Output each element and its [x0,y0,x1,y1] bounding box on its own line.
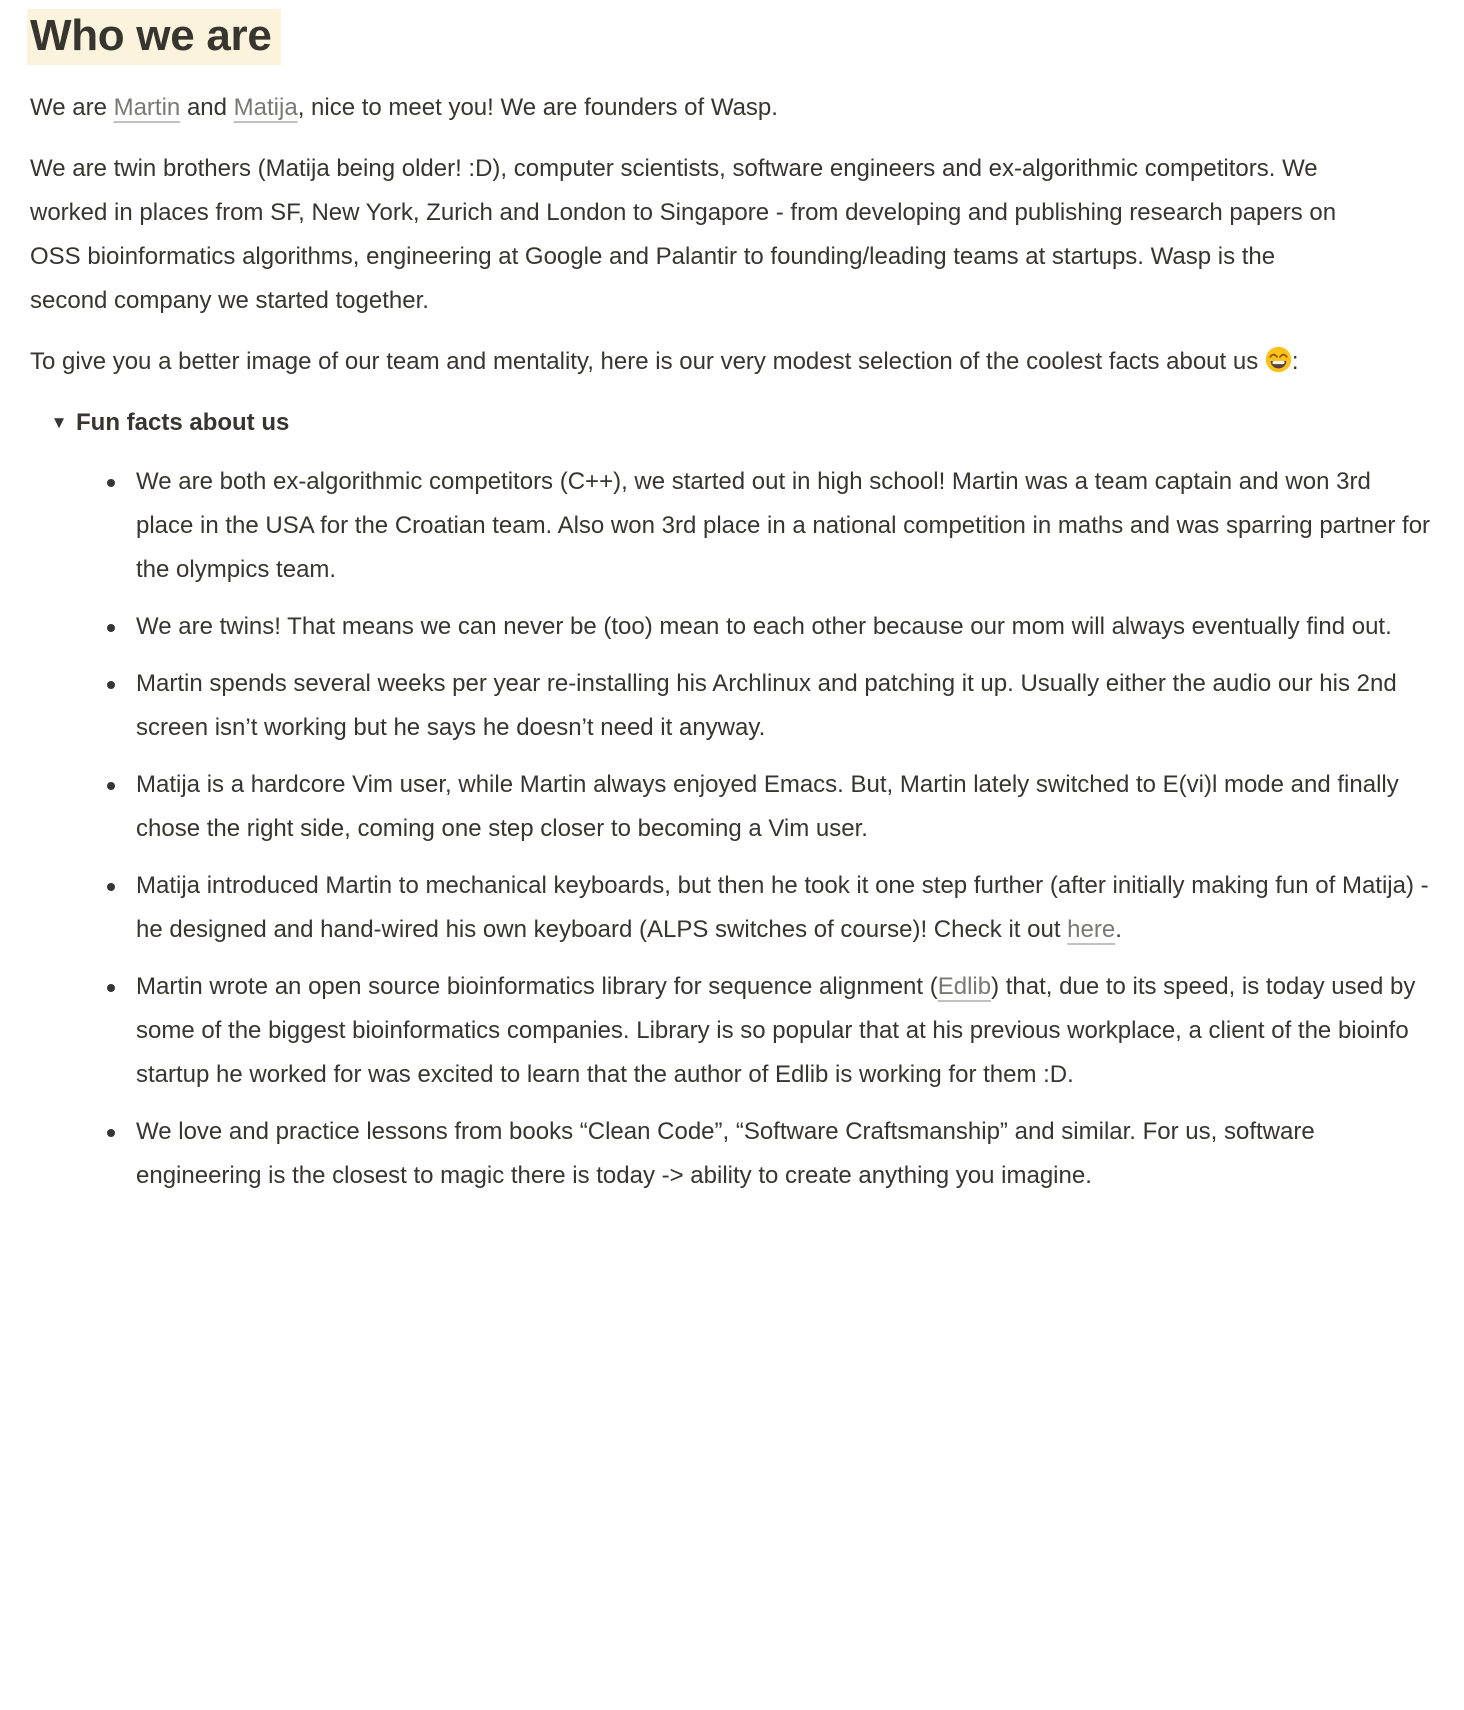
intro-text-mid: and [180,94,234,122]
facts-intro-colon: : [1291,348,1299,376]
bullet-dot-icon [107,1129,115,1137]
fun-facts-list [30,460,1436,1198]
martin-link[interactable]: Martin [113,94,181,122]
list-item-text [136,864,1432,952]
bullet-dot-icon [107,984,115,992]
list-item-text: Matija is a hardcore Vim user, while Martin always enjoyed Emacs. But, Martin lately switched to E(vi)l mode and finally chose the right side, coming one step closer to becoming a Vim user. [136,771,1399,843]
facts-intro-text: To give you a better image of our team and mentality, here is our very modest selection of the coolest facts about us [30,348,1265,376]
page-title [30,8,1436,64]
intro-paragraph [30,86,1342,130]
facts-intro-paragraph [30,340,1342,384]
list-item-text-pre: Matija introduced Martin to mechanical keyboards, but then he took it one step further (after initially making fun of Matija) - he designed and hand-wired his own keyboard (ALPS switches of course)! Check it out [136,872,1429,944]
bio-paragraph: We are twin brothers (Matija being older! :D), computer scientists, software engineers and ex-algorithmic competitors. We worked in places from SF, New York, Zurich and London to Singapore - from developing and publishing research papers on OSS bioinformatics algorithms, engineering at Google and Palantir to founding/leading teams at startups. Wasp is the second company we started together. [30,155,1337,315]
list-item [103,965,1436,1097]
list-item-text-pre: Martin wrote an open source bioinformatics library for sequence alignment ( [136,973,938,1001]
list-item [103,763,1436,851]
bullet-dot-icon [107,883,115,891]
list-item [103,605,1436,649]
toggle-triangle-icon[interactable]: ▼ [50,413,68,433]
bullet-dot-icon [107,624,115,632]
list-item-text: Martin spends several weeks per year re-installing his Archlinux and patching it up. Usually either the audio our his 2nd screen isn’t working but he says he doesn’t need it anyway. [136,670,1397,742]
matija-link[interactable]: Matija [233,94,298,122]
list-item-text-post: . [1115,916,1122,944]
bullet-dot-icon [107,479,115,487]
toggle-label: Fun facts about us [76,409,290,437]
bullet-dot-icon [107,782,115,790]
list-item [103,460,1436,592]
bullet-dot-icon [107,681,115,689]
grinning-face-emoji-icon [1265,348,1292,375]
list-item-text: We love and practice lessons from books “Clean Code”, “Software Craftsmanship” and similar. For us, software engineering is the closest to magic there is today -> ability to create anything you imagine. [136,1118,1315,1190]
page-title-highlight: Who we are [27,9,281,65]
list-item [103,864,1436,952]
edlib-link[interactable]: Edlib [937,973,992,1001]
list-item-text: We are both ex-algorithmic competitors (C++), we started out in high school! Martin was a team captain and won 3rd place in the USA for the Croatian team. Also won 3rd place in a national competition in maths and was sparring partner for the olympics team. [136,468,1431,584]
toggle-row [30,401,1436,445]
intro-text-post: , nice to meet you! We are founders of Wasp. [297,94,778,122]
keyboard-here-link[interactable]: here [1067,916,1116,944]
list-item-text [136,965,1432,1097]
intro-text-pre: We are [30,94,114,122]
list-item [103,1110,1436,1198]
fun-facts-toggle-block [30,401,1436,1198]
list-item-text-post: ) that, due to its speed, is today used by some of the biggest bioinformatics companies. Library is so popular that at his previous workplace, a client of the bioinfo startup he worked for was excited to learn that the author of Edlib is working for them :D. [136,973,1416,1089]
list-item-text: We are twins! That means we can never be (too) mean to each other because our mom will always eventually find out. [136,613,1392,641]
list-item [103,662,1436,750]
